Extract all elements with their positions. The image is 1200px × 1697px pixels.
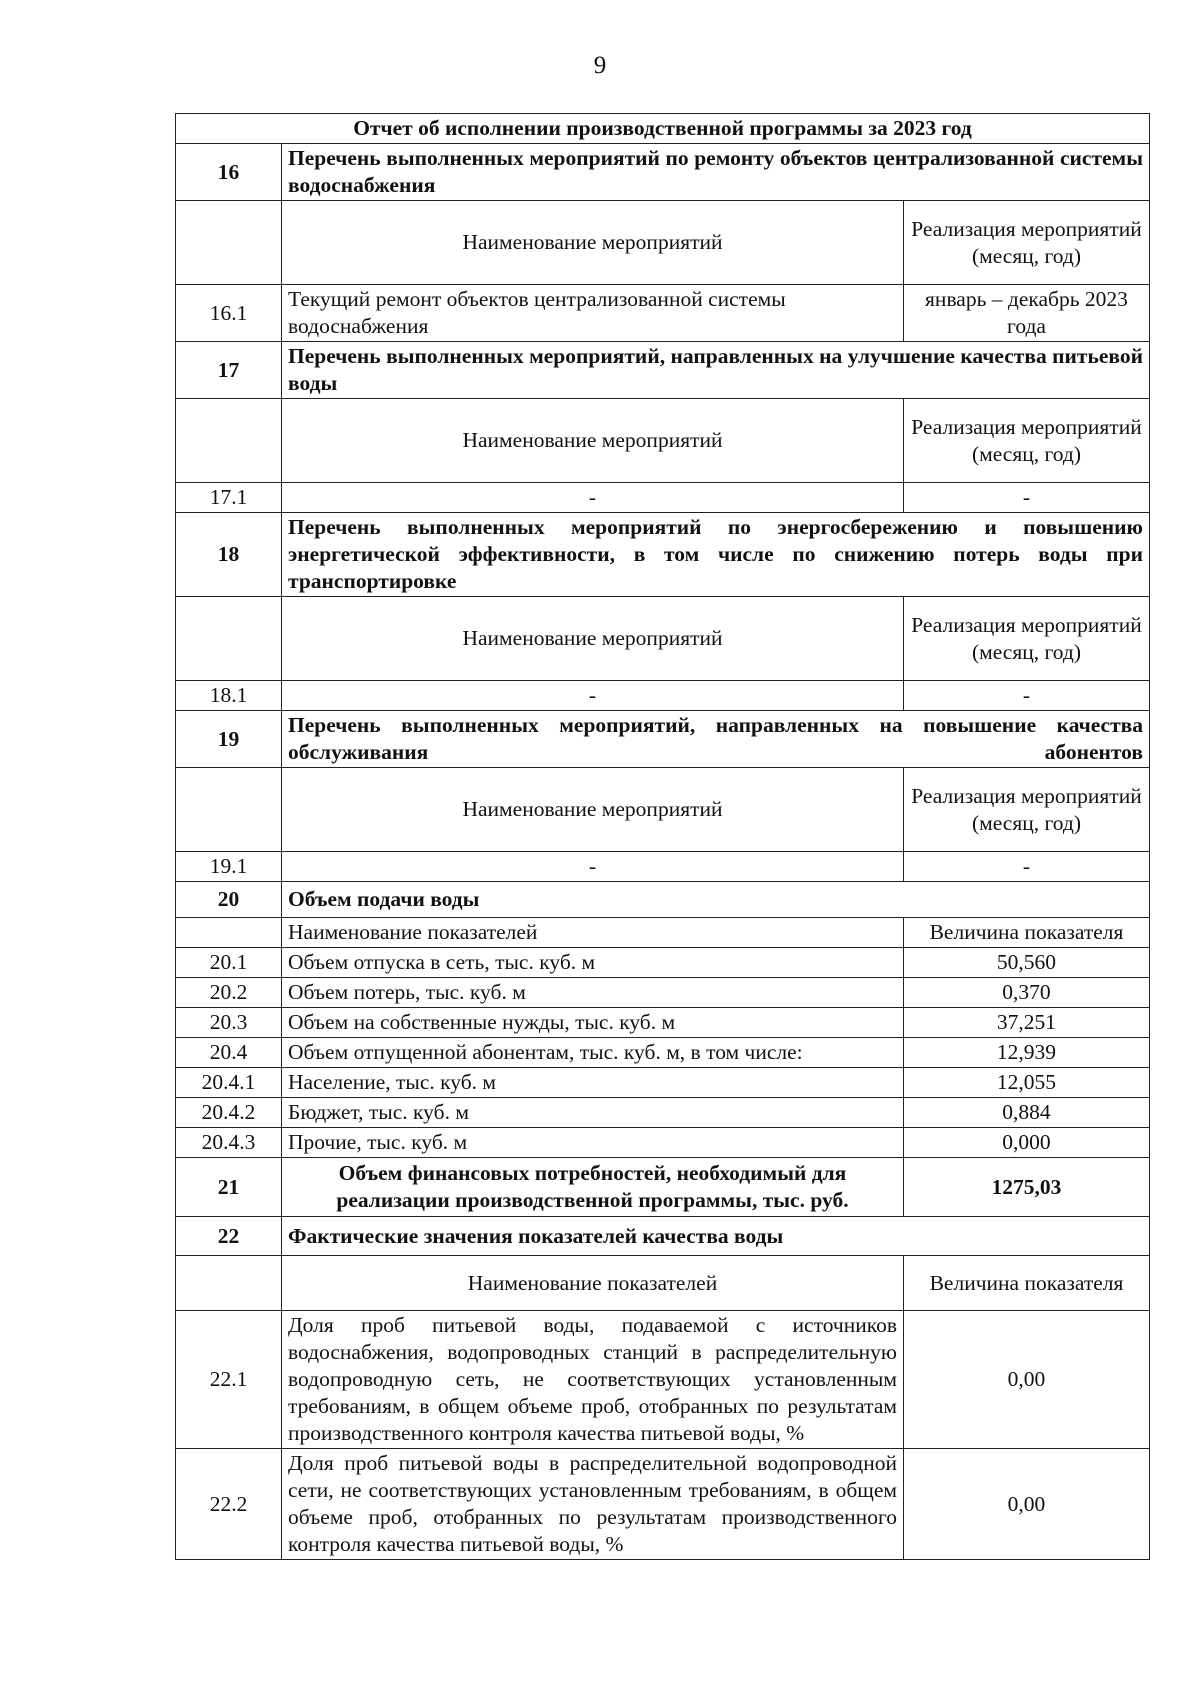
row-value: 50,560: [903, 948, 1149, 978]
section-22-columns: [176, 1256, 1150, 1311]
section-number: 20: [176, 882, 282, 918]
row-value: 12,055: [903, 1068, 1149, 1098]
section-21-row: [176, 1158, 1150, 1217]
row-name: Доля проб питьевой воды в распределительной водопроводной сети, не соответствующих установленным требованиям, в общем объеме проб, отобранных по результатам производственного контроля качества питьевой воды, %: [282, 1449, 904, 1560]
table-row: [176, 681, 1150, 711]
row-number: 16.1: [176, 285, 282, 342]
row-value: 37,251: [903, 1008, 1149, 1038]
row-number: 20.3: [176, 1008, 282, 1038]
row-value: 0,884: [903, 1098, 1149, 1128]
column-header-name: Наименование мероприятий: [282, 201, 904, 285]
row-value: -: [903, 681, 1149, 711]
row-value: -: [903, 483, 1149, 513]
row-value: -: [903, 852, 1149, 882]
table-row: [176, 1311, 1150, 1449]
row-number: 17.1: [176, 483, 282, 513]
row-name: Население, тыс. куб. м: [282, 1068, 904, 1098]
report-table: [175, 113, 1150, 1560]
table-row: [176, 483, 1150, 513]
column-header-name: Наименование показателей: [282, 1256, 904, 1311]
row-number: 22.1: [176, 1311, 282, 1449]
section-16-header: [176, 144, 1150, 201]
row-name: Текущий ремонт объектов централизованной системы водоснабжения: [282, 285, 904, 342]
section-16-columns: [176, 201, 1150, 285]
row-name: Объем отпуска в сеть, тыс. куб. м: [282, 948, 904, 978]
row-number: 18.1: [176, 681, 282, 711]
section-18-columns: [176, 597, 1150, 681]
row-value: январь – декабрь 2023 года: [903, 285, 1149, 342]
column-header-name: Наименование мероприятий: [282, 399, 904, 483]
row-number: 20.4.2: [176, 1098, 282, 1128]
row-number: 20.1: [176, 948, 282, 978]
column-header-name: Наименование показателей: [282, 918, 904, 948]
row-name: Объем потерь, тыс. куб. м: [282, 978, 904, 1008]
section-number: 19: [176, 711, 282, 768]
row-name: -: [282, 681, 904, 711]
row-name: -: [282, 852, 904, 882]
row-value: 0,00: [903, 1311, 1149, 1449]
section-19-columns: [176, 768, 1150, 852]
section-title: Объем подачи воды: [282, 882, 1150, 918]
section-number: 21: [176, 1158, 282, 1217]
table-row: [176, 1098, 1150, 1128]
section-title: Перечень выполненных мероприятий, направленных на повышение качества обслуживания абонентов: [282, 711, 1150, 768]
table-row: [176, 285, 1150, 342]
page-number: 9: [593, 52, 607, 79]
section-number: 16: [176, 144, 282, 201]
table-row: [176, 1449, 1150, 1560]
column-header-value: Величина показателя: [903, 1256, 1149, 1311]
row-name: Прочие, тыс. куб. м: [282, 1128, 904, 1158]
table-row: [176, 1068, 1150, 1098]
row-value: 0,00: [903, 1449, 1149, 1560]
row-name: Объем отпущенной абонентам, тыс. куб. м, в том числе:: [282, 1038, 904, 1068]
row-name: Объем на собственные нужды, тыс. куб. м: [282, 1008, 904, 1038]
row-number: 20.2: [176, 978, 282, 1008]
section-17-columns: [176, 399, 1150, 483]
section-number: 22: [176, 1217, 282, 1256]
row-value: 0,370: [903, 978, 1149, 1008]
table-title: Отчет об исполнении производственной программы за 2023 год: [176, 114, 1150, 144]
section-title: Перечень выполненных мероприятий по ремонту объектов централизованной системы водоснабжения: [282, 144, 1150, 201]
section-title: Фактические значения показателей качества воды: [282, 1217, 1150, 1256]
row-number: 20.4: [176, 1038, 282, 1068]
column-header-value: Величина показателя: [903, 918, 1149, 948]
column-header-value: Реализация мероприятий (месяц, год): [903, 201, 1149, 285]
section-20-columns: [176, 918, 1150, 948]
column-header-value: Реализация мероприятий (месяц, год): [903, 399, 1149, 483]
table-title-row: [176, 114, 1150, 144]
section-title: Объем финансовых потребностей, необходимый для реализации производственной программы, тыс. руб.: [282, 1158, 904, 1217]
row-number: 19.1: [176, 852, 282, 882]
section-17-header: [176, 342, 1150, 399]
row-number: 20.4.3: [176, 1128, 282, 1158]
section-number: 18: [176, 513, 282, 597]
section-number: 17: [176, 342, 282, 399]
column-header-value: Реализация мероприятий (месяц, год): [903, 768, 1149, 852]
row-name: -: [282, 483, 904, 513]
table-row: [176, 852, 1150, 882]
section-22-header: [176, 1217, 1150, 1256]
row-name: Доля проб питьевой воды, подаваемой с источников водоснабжения, водопроводных станций в распределительную водопроводную сеть, не соответствующих установленным требованиям, в общем объеме проб, отобранных по результатам производственного контроля качества питьевой воды, %: [282, 1311, 904, 1449]
column-header-name: Наименование мероприятий: [282, 597, 904, 681]
row-number: 22.2: [176, 1449, 282, 1560]
row-number: 20.4.1: [176, 1068, 282, 1098]
section-19-header: [176, 711, 1150, 768]
table-row: [176, 978, 1150, 1008]
section-18-header: [176, 513, 1150, 597]
section-20-header: [176, 882, 1150, 918]
table-row: [176, 1038, 1150, 1068]
row-value: 0,000: [903, 1128, 1149, 1158]
section-title: Перечень выполненных мероприятий, направленных на улучшение качества питьевой воды: [282, 342, 1150, 399]
section-title: Перечень выполненных мероприятий по энергосбережению и повышению энергетической эффективности, в том числе по снижению потерь воды при транспортировке: [282, 513, 1150, 597]
column-header-value: Реализация мероприятий (месяц, год): [903, 597, 1149, 681]
financial-value: 1275,03: [903, 1158, 1149, 1217]
column-header-name: Наименование мероприятий: [282, 768, 904, 852]
table-row: [176, 1008, 1150, 1038]
row-value: 12,939: [903, 1038, 1149, 1068]
row-name: Бюджет, тыс. куб. м: [282, 1098, 904, 1128]
table-row: [176, 948, 1150, 978]
table-row: [176, 1128, 1150, 1158]
